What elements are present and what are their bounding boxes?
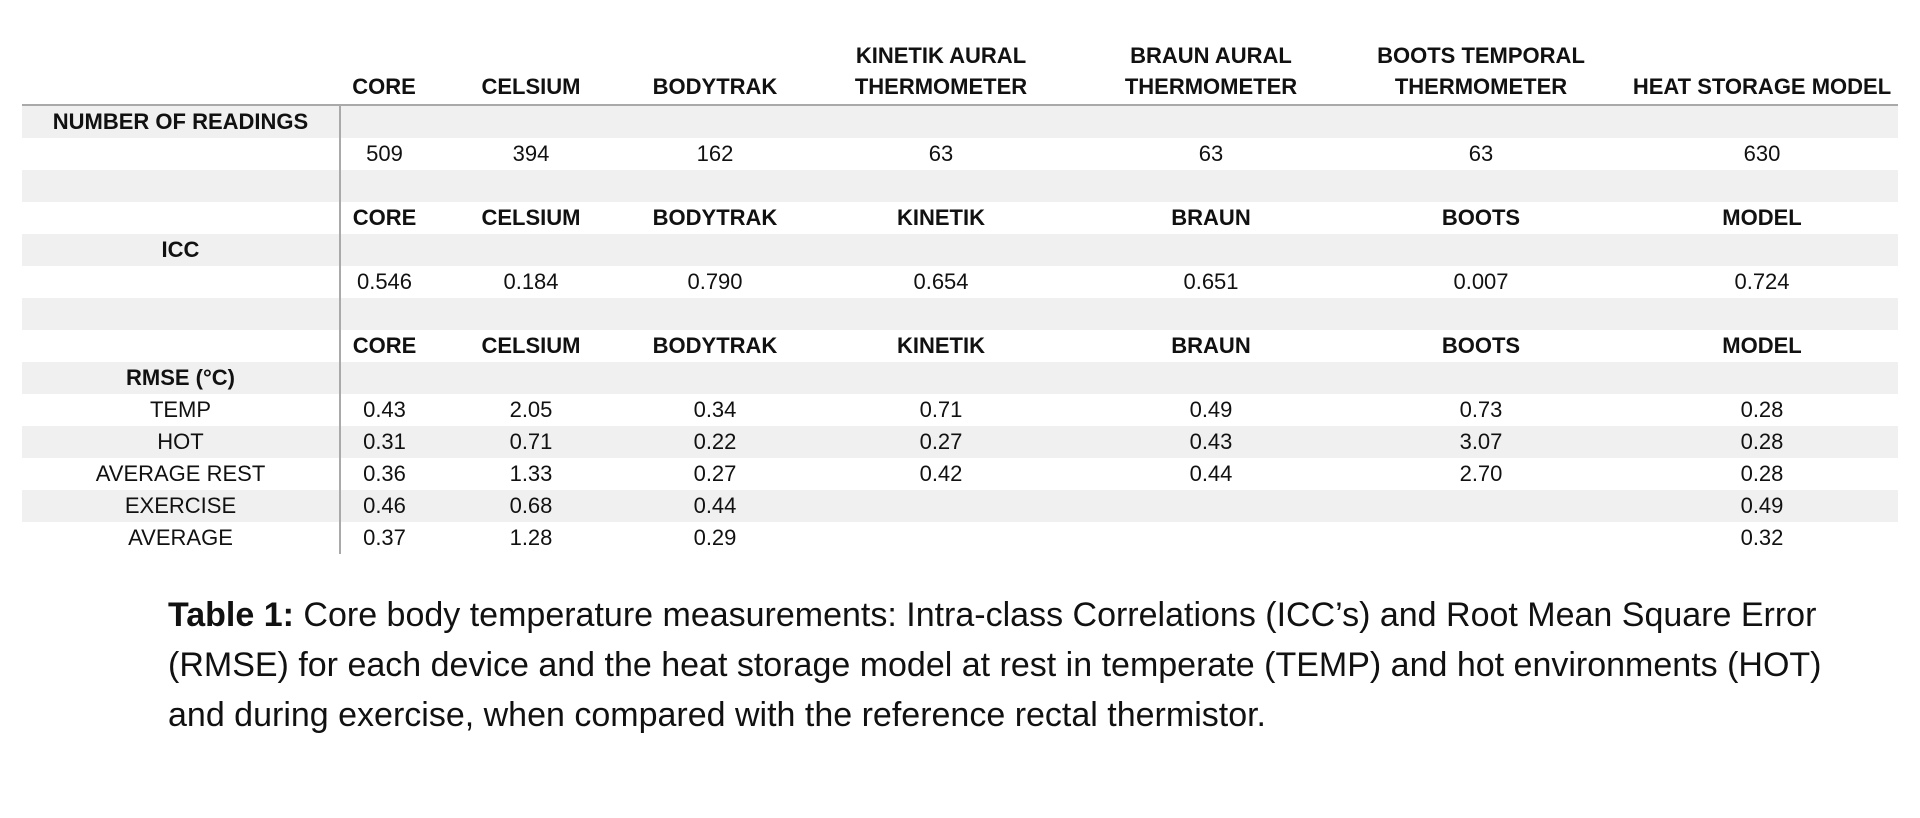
table-cell [634, 234, 796, 266]
table-row [22, 105, 1898, 138]
icc-subheader: CELSIUM [481, 205, 581, 230]
icc-value: 0.546 [356, 269, 413, 294]
rmse-value: 0.28 [1740, 461, 1784, 486]
rmse-value: 0.28 [1626, 426, 1898, 458]
results-table [22, 38, 1898, 554]
table-cell [634, 362, 796, 394]
table-cell [1086, 362, 1336, 394]
rmse-value: 0.73 [1459, 397, 1503, 422]
table-cell [428, 105, 634, 138]
icc-value: 0.651 [1183, 269, 1239, 294]
row-label: HOT [22, 426, 340, 458]
table-row [22, 394, 1898, 426]
rmse-value: 0.44 [1189, 461, 1233, 486]
table-cell [428, 298, 634, 330]
column-header: HEAT STORAGE MODEL [1626, 38, 1898, 105]
table-cell [1626, 170, 1898, 202]
section-label-icc: ICC [22, 234, 340, 266]
rmse-subheader: KINETIK [897, 333, 985, 358]
table-cell [1336, 234, 1626, 266]
rmse-subheader: BOOTS [1441, 333, 1521, 358]
rmse-value: 0.22 [634, 426, 796, 458]
rmse-subheader: CELSIUM [481, 333, 581, 358]
rmse-value: 0.71 [428, 426, 634, 458]
rmse-subheader: MODEL [1722, 333, 1802, 358]
rmse-value: 1.28 [509, 525, 553, 550]
table-cell [22, 202, 340, 234]
table-row [22, 298, 1898, 330]
rmse-value: 0.49 [1626, 490, 1898, 522]
section-label-rmse: RMSE (°C) [22, 362, 340, 394]
table-row [22, 138, 1898, 170]
table-row [22, 522, 1898, 554]
rmse-value: 0.27 [693, 461, 737, 486]
rmse-value: 0.49 [1189, 397, 1233, 422]
rmse-value: 0.46 [340, 490, 428, 522]
table-cell [1336, 170, 1626, 202]
rmse-value: 2.05 [509, 397, 553, 422]
column-header: BODYTRAK [634, 38, 796, 105]
readings-value: 162 [696, 141, 734, 166]
readings-value: 394 [512, 141, 550, 166]
table-cell [340, 362, 428, 394]
readings-value: 63 [1198, 141, 1224, 166]
table-cell [1336, 298, 1626, 330]
table-cell [340, 298, 428, 330]
table-row [22, 458, 1898, 490]
table-cell [634, 298, 796, 330]
rmse-value: 2.70 [1459, 461, 1503, 486]
icc-value: 0.007 [1453, 269, 1509, 294]
table-row [22, 170, 1898, 202]
table-cell [796, 234, 1086, 266]
column-header: CORE [340, 38, 428, 105]
table-cell [22, 138, 340, 170]
table-cell [1626, 105, 1898, 138]
icc-subheader: MODEL [1722, 205, 1802, 230]
table-cell [428, 170, 634, 202]
rmse-value [1336, 522, 1626, 554]
table-caption [168, 590, 1828, 740]
icc-subheader: CORE [352, 205, 417, 230]
rmse-subheader: BRAUN [1171, 333, 1251, 358]
table-cell [22, 266, 340, 298]
column-header: CELSIUM [428, 38, 634, 105]
rmse-value: 1.33 [509, 461, 553, 486]
table-row [22, 234, 1898, 266]
rmse-subheader: CORE [352, 333, 417, 358]
readings-value: 630 [1743, 141, 1781, 166]
table-subheader-row [22, 202, 1898, 234]
rmse-value: 0.27 [796, 426, 1086, 458]
rmse-value: 0.37 [363, 525, 406, 550]
icc-value: 0.790 [687, 269, 743, 294]
icc-subheader: BRAUN [1171, 205, 1251, 230]
readings-value: 63 [1468, 141, 1494, 166]
row-label: AVERAGE REST [22, 458, 340, 490]
rmse-value [1086, 490, 1336, 522]
table-cell [340, 234, 428, 266]
table-cell [1336, 362, 1626, 394]
header-corner [22, 38, 340, 105]
icc-value: 0.724 [1734, 269, 1790, 294]
readings-value: 509 [366, 141, 403, 166]
table-cell [22, 298, 340, 330]
icc-subheader: BODYTRAK [652, 205, 778, 230]
rmse-value [796, 490, 1086, 522]
table-cell [340, 105, 428, 138]
column-header: BRAUN AURAL THERMOMETER [1086, 38, 1336, 105]
rmse-value: 0.71 [919, 397, 963, 422]
table-cell [1626, 234, 1898, 266]
table-cell [1626, 298, 1898, 330]
icc-value: 0.654 [913, 269, 969, 294]
table-cell [428, 362, 634, 394]
table-cell [796, 105, 1086, 138]
rmse-value: 0.44 [634, 490, 796, 522]
readings-value: 63 [928, 141, 954, 166]
column-header: KINETIK AURAL THERMOMETER [796, 38, 1086, 105]
table-cell [796, 362, 1086, 394]
table-cell [1626, 362, 1898, 394]
rmse-value: 3.07 [1336, 426, 1626, 458]
rmse-value [1086, 522, 1336, 554]
icc-subheader: BOOTS [1441, 205, 1521, 230]
table-cell [22, 330, 340, 362]
row-label: EXERCISE [22, 490, 340, 522]
table-header-row [22, 38, 1898, 105]
rmse-value: 0.34 [693, 397, 737, 422]
caption-label: Table 1: [168, 596, 294, 634]
table-cell [1336, 105, 1626, 138]
column-header: BOOTS TEMPORAL THERMOMETER [1336, 38, 1626, 105]
caption-text: Core body temperature measurements: Intra-class Correlations (ICC’s) and Root Mean Square Error (RMSE) for each device and the heat storage model at rest in temperate (TEMP) and hot environments (HOT) and during exercise, when compared with the reference rectal thermistor. [168, 596, 1822, 734]
table-cell [1086, 170, 1336, 202]
rmse-value: 0.43 [1086, 426, 1336, 458]
table-cell [1086, 234, 1336, 266]
rmse-value [796, 522, 1086, 554]
icc-subheader: KINETIK [897, 205, 985, 230]
table-cell [796, 170, 1086, 202]
icc-value: 0.184 [503, 269, 559, 294]
results-table-container [22, 38, 1898, 554]
table-row [22, 490, 1898, 522]
table-subheader-row [22, 330, 1898, 362]
rmse-value: 0.43 [363, 397, 406, 422]
rmse-value: 0.29 [693, 525, 737, 550]
rmse-value [1336, 490, 1626, 522]
table-cell [340, 170, 428, 202]
table-row [22, 362, 1898, 394]
rmse-subheader: BODYTRAK [652, 333, 778, 358]
rmse-value: 0.32 [1740, 525, 1784, 550]
table-cell [634, 170, 796, 202]
rmse-value: 0.31 [340, 426, 428, 458]
row-label: AVERAGE [22, 522, 340, 554]
table-cell [796, 298, 1086, 330]
row-label: TEMP [22, 394, 340, 426]
table-row [22, 266, 1898, 298]
section-label-readings: NUMBER OF READINGS [22, 105, 340, 138]
rmse-value: 0.42 [919, 461, 963, 486]
table-cell [1086, 105, 1336, 138]
rmse-value: 0.36 [363, 461, 406, 486]
rmse-value: 0.28 [1740, 397, 1784, 422]
table-cell [22, 170, 340, 202]
rmse-value: 0.68 [428, 490, 634, 522]
table-cell [1086, 298, 1336, 330]
table-cell [428, 234, 634, 266]
table-row [22, 426, 1898, 458]
table-cell [634, 105, 796, 138]
